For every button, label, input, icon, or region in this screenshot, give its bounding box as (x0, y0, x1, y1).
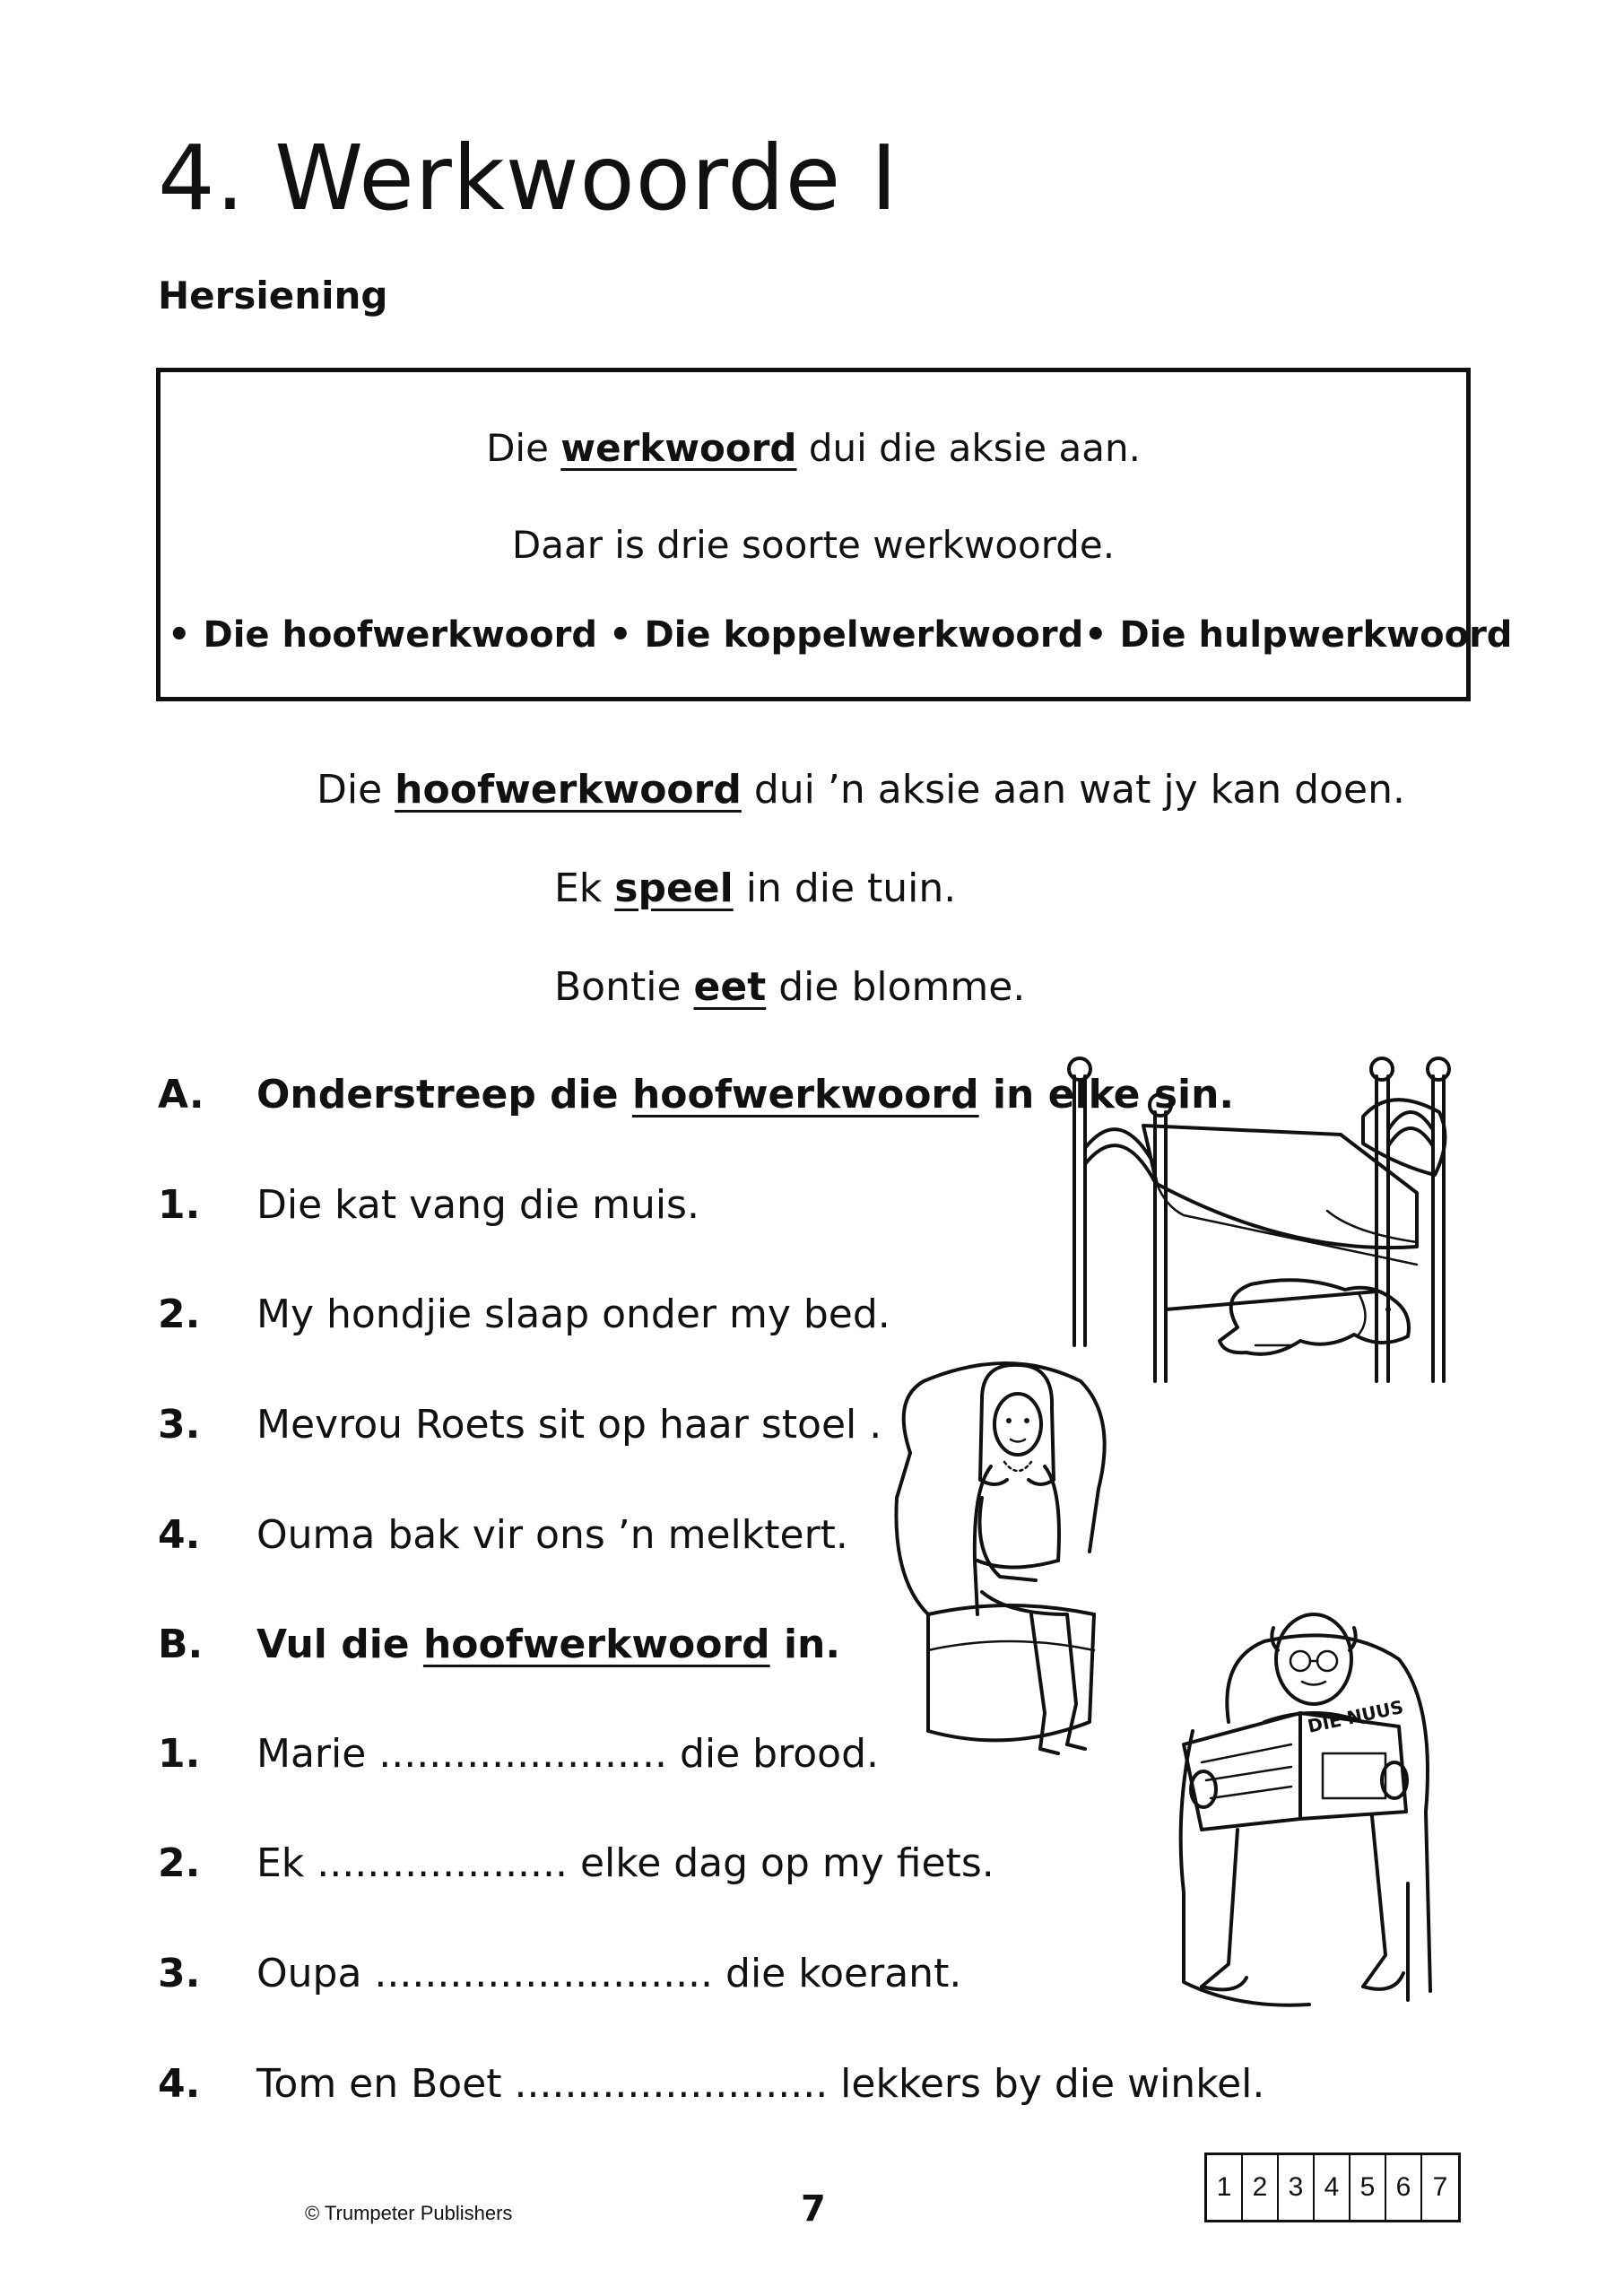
item-text[interactable]: Ek .................... elke dag op my fiets. (256, 1840, 994, 1886)
example-2 (554, 964, 1025, 1010)
item-number: 2. (158, 1840, 201, 1886)
section-a-pre: Onderstreep die (256, 1072, 632, 1118)
level-cell: 5 (1350, 2155, 1386, 2220)
example-2-key: eet (693, 964, 767, 1010)
item-text[interactable]: Marie ....................... die brood. (256, 1731, 879, 1777)
item-text: Die kat vang die muis. (256, 1182, 699, 1228)
section-b-post: in. (769, 1622, 841, 1667)
definition-key: hoofwerkwoord (395, 767, 742, 813)
definition-post: dui ’n aksie aan wat jy kan doen. (741, 767, 1405, 813)
grandpa-newspaper-illustration (1166, 1587, 1462, 2018)
section-subtitle: Hersiening (158, 274, 388, 317)
copyright-notice: © Trumpeter Publishers (305, 2202, 513, 2224)
box-line-1-post: dui die aksie aan. (796, 426, 1141, 470)
level-strip (1204, 2152, 1461, 2222)
item-number: 1. (158, 1731, 201, 1777)
section-a-key: hoofwerkwoord (631, 1072, 979, 1118)
verb-type-main: • Die hoofwerkwoord (168, 614, 597, 656)
item-number: 1. (158, 1182, 201, 1228)
box-line-2: Daar is drie soorte werkwoorde. (511, 523, 1116, 567)
page-title: 4. Werkwoorde I (158, 126, 899, 230)
section-a-post: in elke sin. (978, 1072, 1235, 1118)
example-1-post: in die tuin. (733, 865, 957, 911)
example-2-post: die blomme. (766, 964, 1026, 1010)
section-b-instruction (256, 1622, 840, 1667)
level-cell: 2 (1243, 2155, 1279, 2220)
box-line-1-pre: Die (486, 426, 561, 470)
newspaper-headline: DIE NUUS (1306, 1695, 1405, 1737)
bed-dog-illustration (1058, 1049, 1453, 1390)
woman-armchair-illustration (874, 1345, 1170, 1767)
example-1 (554, 865, 956, 911)
page-number: 7 (801, 2188, 826, 2230)
item-text: Ouma bak vir ons ’n melktert. (256, 1512, 848, 1558)
section-a-letter: A. (158, 1072, 204, 1118)
level-cell: 7 (1432, 2172, 1448, 2202)
item-number: 4. (158, 2061, 201, 2107)
level-cell: 3 (1279, 2155, 1315, 2220)
section-b-letter: B. (158, 1622, 204, 1667)
definition-pre: Die (317, 767, 395, 813)
section-b-key: hoofwerkwoord (422, 1622, 770, 1667)
info-box (156, 368, 1513, 701)
item-text[interactable]: Oupa ........................... die koerant. (256, 1951, 962, 1996)
example-1-pre: Ek (554, 865, 615, 911)
level-cell: 4 (1315, 2155, 1350, 2220)
verb-type-aux: • Die hulpwerkwoord (1084, 614, 1513, 656)
box-line-1 (161, 426, 1466, 470)
definition-line (317, 767, 1405, 813)
item-text[interactable]: Tom en Boet ......................... lekkers by die winkel. (256, 2061, 1265, 2107)
example-1-key: speel (614, 865, 734, 911)
item-text: My hondjie slaap onder my bed. (256, 1292, 890, 1337)
item-text: Mevrou Roets sit op haar stoel . (256, 1402, 882, 1448)
item-number: 4. (158, 1512, 201, 1558)
example-2-pre: Bontie (554, 964, 694, 1010)
section-b-pre: Vul die (256, 1622, 423, 1667)
level-cell: 6 (1386, 2155, 1422, 2220)
item-number: 3. (158, 1402, 201, 1448)
verb-type-link: • Die koppelwerkwoord (609, 614, 1084, 656)
item-number: 2. (158, 1292, 201, 1337)
box-line-1-key: werkwoord (560, 426, 797, 470)
item-number: 3. (158, 1951, 201, 1996)
level-cell: 1 (1207, 2155, 1243, 2220)
